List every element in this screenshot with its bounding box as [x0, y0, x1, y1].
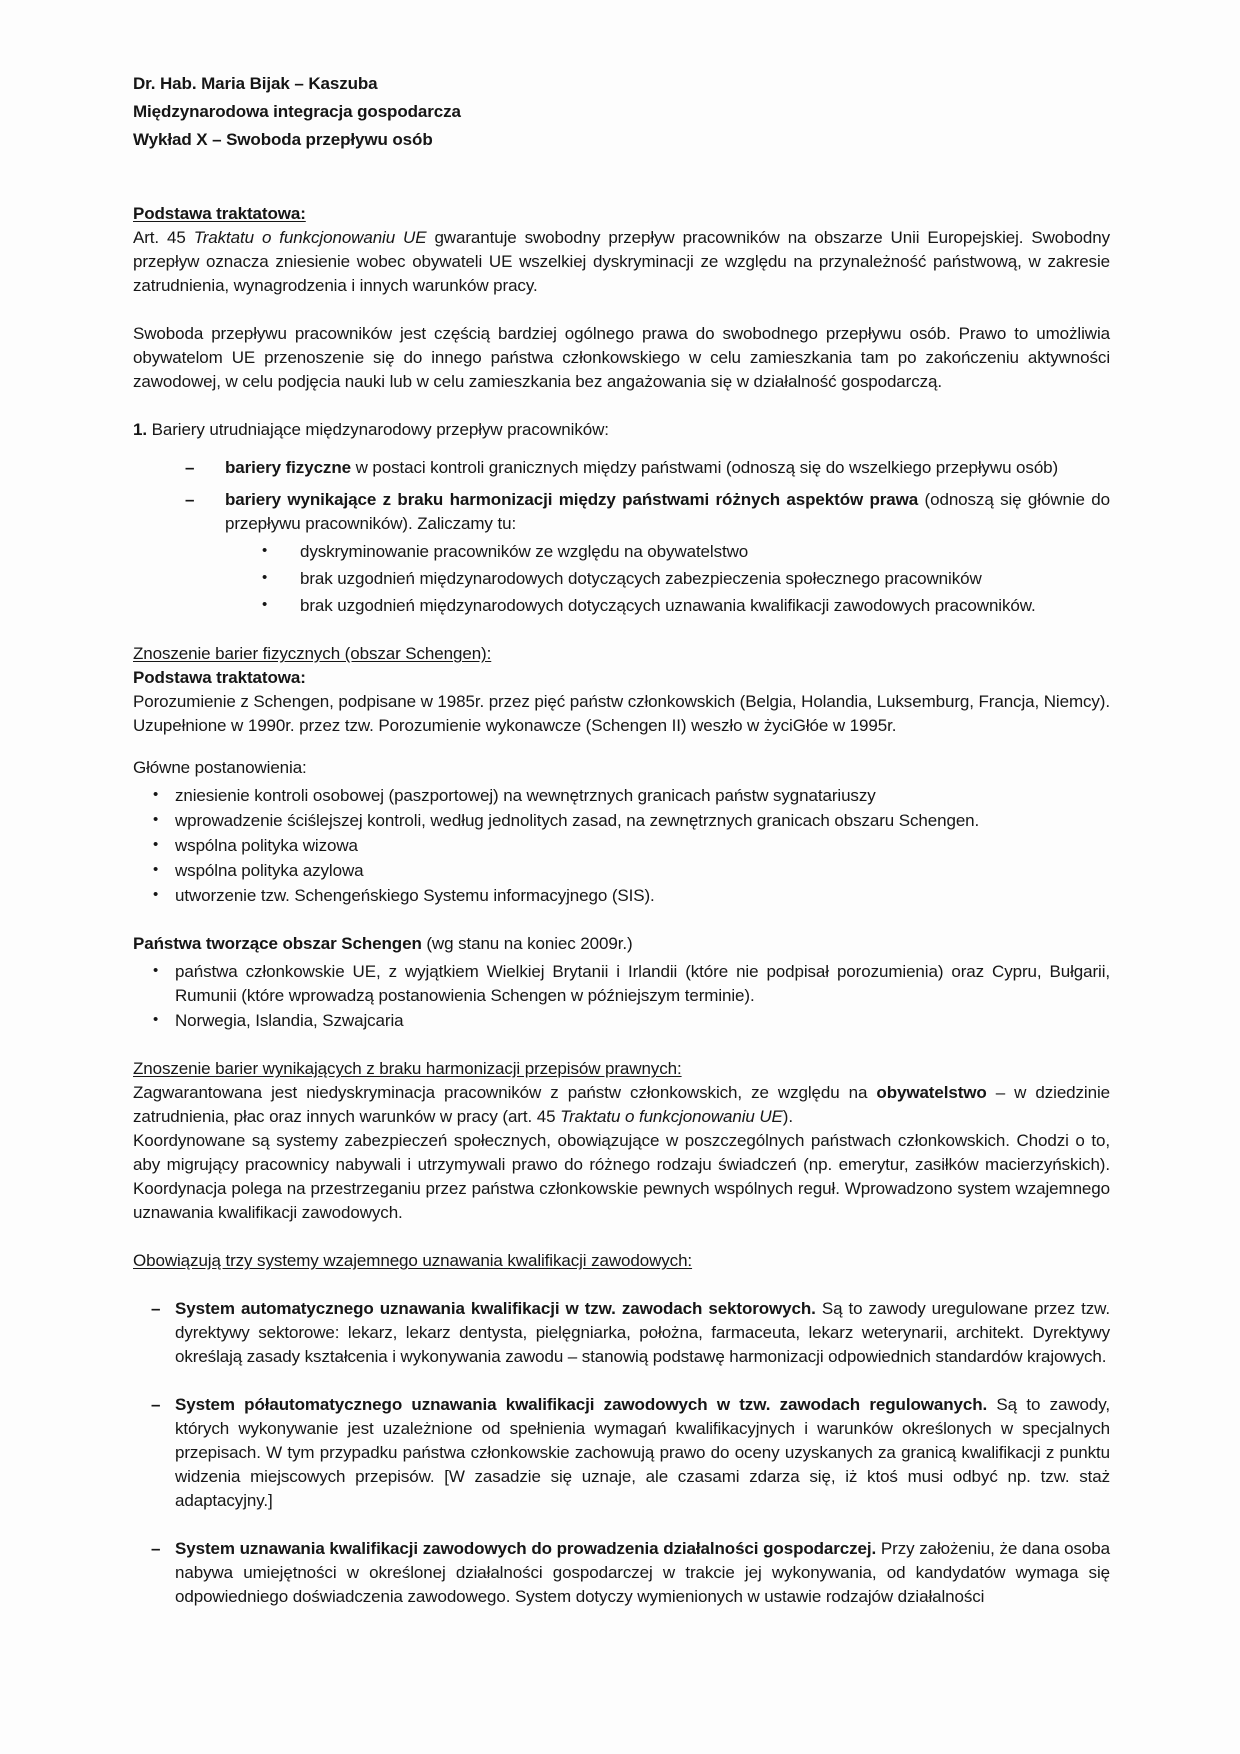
bullet-icon: • — [262, 542, 268, 559]
dash-list-barriers — [133, 456, 1110, 618]
text-run: (odnoszą się głównie do przepływu pracowników). Zaliczamy tu: — [225, 490, 1110, 533]
bullet-icon: • — [153, 786, 159, 803]
dash-item-business-activity-system — [133, 1537, 1110, 1609]
bullet-icon: • — [153, 836, 159, 853]
bullet-list-barrier-examples — [133, 540, 1110, 618]
bullet-item — [133, 834, 1110, 858]
course-title: Międzynarodowa integracja gospodarcza — [133, 102, 461, 121]
dash-item-automatic-system — [133, 1297, 1110, 1369]
bullet-item — [133, 567, 1110, 591]
section-title-schengen-countries — [133, 932, 1110, 956]
bullet-text: dyskryminowanie pracowników ze względu na obywatelstwo — [300, 542, 749, 561]
text-run-bold: System półautomatycznego uznawania kwalifikacji zawodowych w tzw. zawodach regulowanych. — [175, 1395, 988, 1414]
dash-list-systems — [133, 1297, 1110, 1609]
dash-item-physical-barriers — [133, 456, 1110, 480]
bullet-item — [133, 594, 1110, 618]
dash-icon: – — [185, 490, 195, 509]
text-run: Bariery utrudniające międzynarodowy przepływ pracowników: — [146, 420, 609, 439]
text-run-bold: bariery wynikające z braku harmonizacji między państwami różnych aspektów prawa — [225, 490, 919, 509]
text-run: – w dziedzinie zatrudnienia, płac oraz innych warunków w pracy (art. 45 — [133, 1083, 1110, 1126]
document-header — [133, 70, 1110, 154]
bullet-item — [133, 960, 1110, 1008]
dash-item-semiautomatic-system — [133, 1393, 1110, 1513]
text-run-bold: bariery fizyczne — [225, 458, 351, 477]
section-treaty-basis — [133, 202, 1110, 394]
text-run: ). — [782, 1107, 793, 1126]
text-run: Są to zawody uregulowane przez tzw. dyrektywy sektorowe: lekarz, lekarz dentysta, pielęgniarka, położna, farmaceuta, lekarz weterynarii, architekt. Dyrektywy określają zasady kształcenia i wykonywania zawodu – stanowią podstawę harmonizacji odpowiednich standardów krajowych. — [175, 1299, 1111, 1366]
text-run-italic: Traktatu o funkcjonowaniu UE — [560, 1107, 783, 1126]
bullet-text: brak uzgodnień międzynarodowych dotyczących zabezpieczenia społecznego pracowników — [300, 569, 982, 588]
dash-icon: – — [151, 1299, 161, 1318]
bullet-icon: • — [153, 962, 159, 979]
bullet-list-countries — [133, 960, 1110, 1033]
bullet-text: państwa członkowskie UE, z wyjątkiem Wielkiej Brytanii i Irlandii (które nie podpisał porozumienia) oraz Cypru, Bułgarii, Rumunii (które wprowadzą postanowienia Schengen w późniejszym terminie). — [175, 962, 1110, 1005]
paragraph-nondiscrimination — [133, 1081, 1110, 1129]
bullet-list-provisions — [133, 784, 1110, 908]
bullet-icon: • — [262, 569, 268, 586]
paragraph-social-security: Koordynowane są systemy zabezpieczeń społecznych, obowiązujące w poszczególnych państwach członkowskich. Chodzi o to, aby migrujący pracownicy nabywali i utrzymywali prawo do różnego rodzaju świadczeń (np. emerytur, zasiłków macierzyńskich). Koordynacja polega na przestrzeganiu przez państwa członkowskie pewnych wspólnych reguł. Wprowadzono system wzajemnego uznawania kwalifikacji zawodowych. — [133, 1131, 1110, 1222]
bullet-item — [133, 809, 1110, 833]
section-qualification-systems — [133, 1249, 1110, 1609]
dash-item-harmonization-barriers — [133, 488, 1110, 536]
text-run-bold: obywatelstwo — [876, 1083, 987, 1102]
paragraph-freedom-of-movement: Swoboda przepływu pracowników jest częścią bardziej ogólnego prawa do swobodnego przepływu osób. Prawo to umożliwia obywatelom UE przenoszenie się do innego państwa członkowskiego w celu zamieszkania tam po zakończeniu aktywności zawodowej, w celu podjęcia nauki lub w celu zamieszkania bez angażowania się w działalność gospodarczą. — [133, 324, 1110, 391]
bullet-item — [133, 540, 1110, 564]
section-heading-treaty-basis: Podstawa traktatowa: — [133, 204, 306, 223]
author-line: Dr. Hab. Maria Bijak – Kaszuba — [133, 74, 378, 93]
text-run: Przy założeniu, że dana osoba nabywa umiejętności w określonej działalności gospodarczej w trakcie jej wykonywania, od kandydatów wymaga się odpowiedniego doświadczenia zawodowego. System dotyczy wymienionych w ustawie rodzajów działalności — [175, 1539, 1110, 1606]
section-barriers — [133, 418, 1110, 618]
bullet-text: wspólna polityka wizowa — [175, 836, 358, 855]
section-heading-schengen: Znoszenie barier fizycznych (obszar Schengen): — [133, 644, 492, 663]
paragraph-art45 — [133, 226, 1110, 298]
subheading-treaty-basis: Podstawa traktatowa: — [133, 668, 306, 687]
bullet-text: utworzenie tzw. Schengeńskiego Systemu informacyjnego (SIS). — [175, 886, 655, 905]
section-heading-legal-barriers: Znoszenie barier wynikających z braku harmonizacji przepisów prawnych: — [133, 1059, 682, 1078]
bullet-icon: • — [153, 811, 159, 828]
bullet-item — [133, 1009, 1110, 1033]
text-run-italic: Traktatu o funkcjonowaniu UE — [193, 228, 427, 247]
text-run-bold: System automatycznego uznawania kwalifikacji w tzw. zawodach sektorowych. — [175, 1299, 816, 1318]
bullet-text: wprowadzenie ściślejszej kontroli, według jednolitych zasad, na zewnętrznych granicach obszaru Schengen. — [175, 811, 980, 830]
dash-icon: – — [151, 1539, 161, 1558]
section-title-barriers — [133, 418, 1110, 442]
section-schengen — [133, 642, 1110, 908]
lecture-title: Wykład X – Swoboda przepływu osób — [133, 130, 433, 149]
bullet-icon: • — [153, 861, 159, 878]
text-run: Zagwarantowana jest niedyskryminacja pracowników z państw członkowskich, ze względu na — [133, 1083, 877, 1102]
bullet-text: Norwegia, Islandia, Szwajcaria — [175, 1011, 404, 1030]
section-legal-barriers — [133, 1057, 1110, 1225]
text-run: Art. 45 — [133, 228, 194, 247]
bullet-text: wspólna polityka azylowa — [175, 861, 364, 880]
section-schengen-countries — [133, 932, 1110, 1033]
subheading-main-provisions: Główne postanowienia: — [133, 758, 307, 777]
text-run: (wg stanu na koniec 2009r.) — [421, 934, 633, 953]
bullet-item — [133, 784, 1110, 808]
text-run: Są to zawody, których wykonywanie jest uzależnione od spełnienia wymagań kwalifikacyjnych i warunków określonych w specjalnych przepisach. W tym przypadku państwa członkowskie zachowują prawo do oceny uzyskanych za granicą kwalifikacji z punktu widzenia miejscowych przepisów. [W zasadzie się uznaje, ale czasami zdarza się, iż ktoś musi odbyć np. tzw. staż adaptacyjny.] — [175, 1395, 1111, 1510]
bullet-item — [133, 884, 1110, 908]
bullet-text: zniesienie kontroli osobowej (paszportowej) na wewnętrznych granicach państw sygnatariuszy — [175, 786, 876, 805]
list-number: 1. — [133, 420, 147, 439]
paragraph-schengen-agreement: Porozumienie z Schengen, podpisane w 1985r. przez pięć państw członkowskich (Belgia, Holandia, Luksemburg, Francja, Niemcy). Uzupełnione w 1990r. przez tzw. Porozumienie wykonawcze (Schengen II) weszło w życiGłóe w 1995r. — [133, 692, 1110, 735]
bullet-icon: • — [153, 886, 159, 903]
text-run-bold: Państwa tworzące obszar Schengen — [133, 934, 422, 953]
text-run-bold: System uznawania kwalifikacji zawodowych do prowadzenia działalności gospodarczej. — [175, 1539, 877, 1558]
section-heading-qualification-systems: Obowiązują trzy systemy wzajemnego uznawania kwalifikacji zawodowych: — [133, 1251, 693, 1270]
bullet-text: brak uzgodnień międzynarodowych dotyczących uznawania kwalifikacji zawodowych pracowników. — [300, 596, 1036, 615]
dash-icon: – — [151, 1395, 161, 1414]
text-run: gwarantuje swobodny przepływ pracowników na obszarze Unii Europejskiej. Swobodny przepływ oznacza zniesienie wobec obywateli UE wszelkiej dyskryminacji ze względu na przynależność państwową, w zakresie zatrudnienia, wynagrodzenia i innych warunków pracy. — [133, 228, 1110, 295]
bullet-icon: • — [153, 1011, 159, 1028]
dash-icon: – — [185, 458, 195, 477]
bullet-item — [133, 859, 1110, 883]
text-run: w postaci kontroli granicznych między państwami (odnoszą się do wszelkiego przepływu osób) — [350, 458, 1059, 477]
bullet-icon: • — [262, 596, 268, 613]
